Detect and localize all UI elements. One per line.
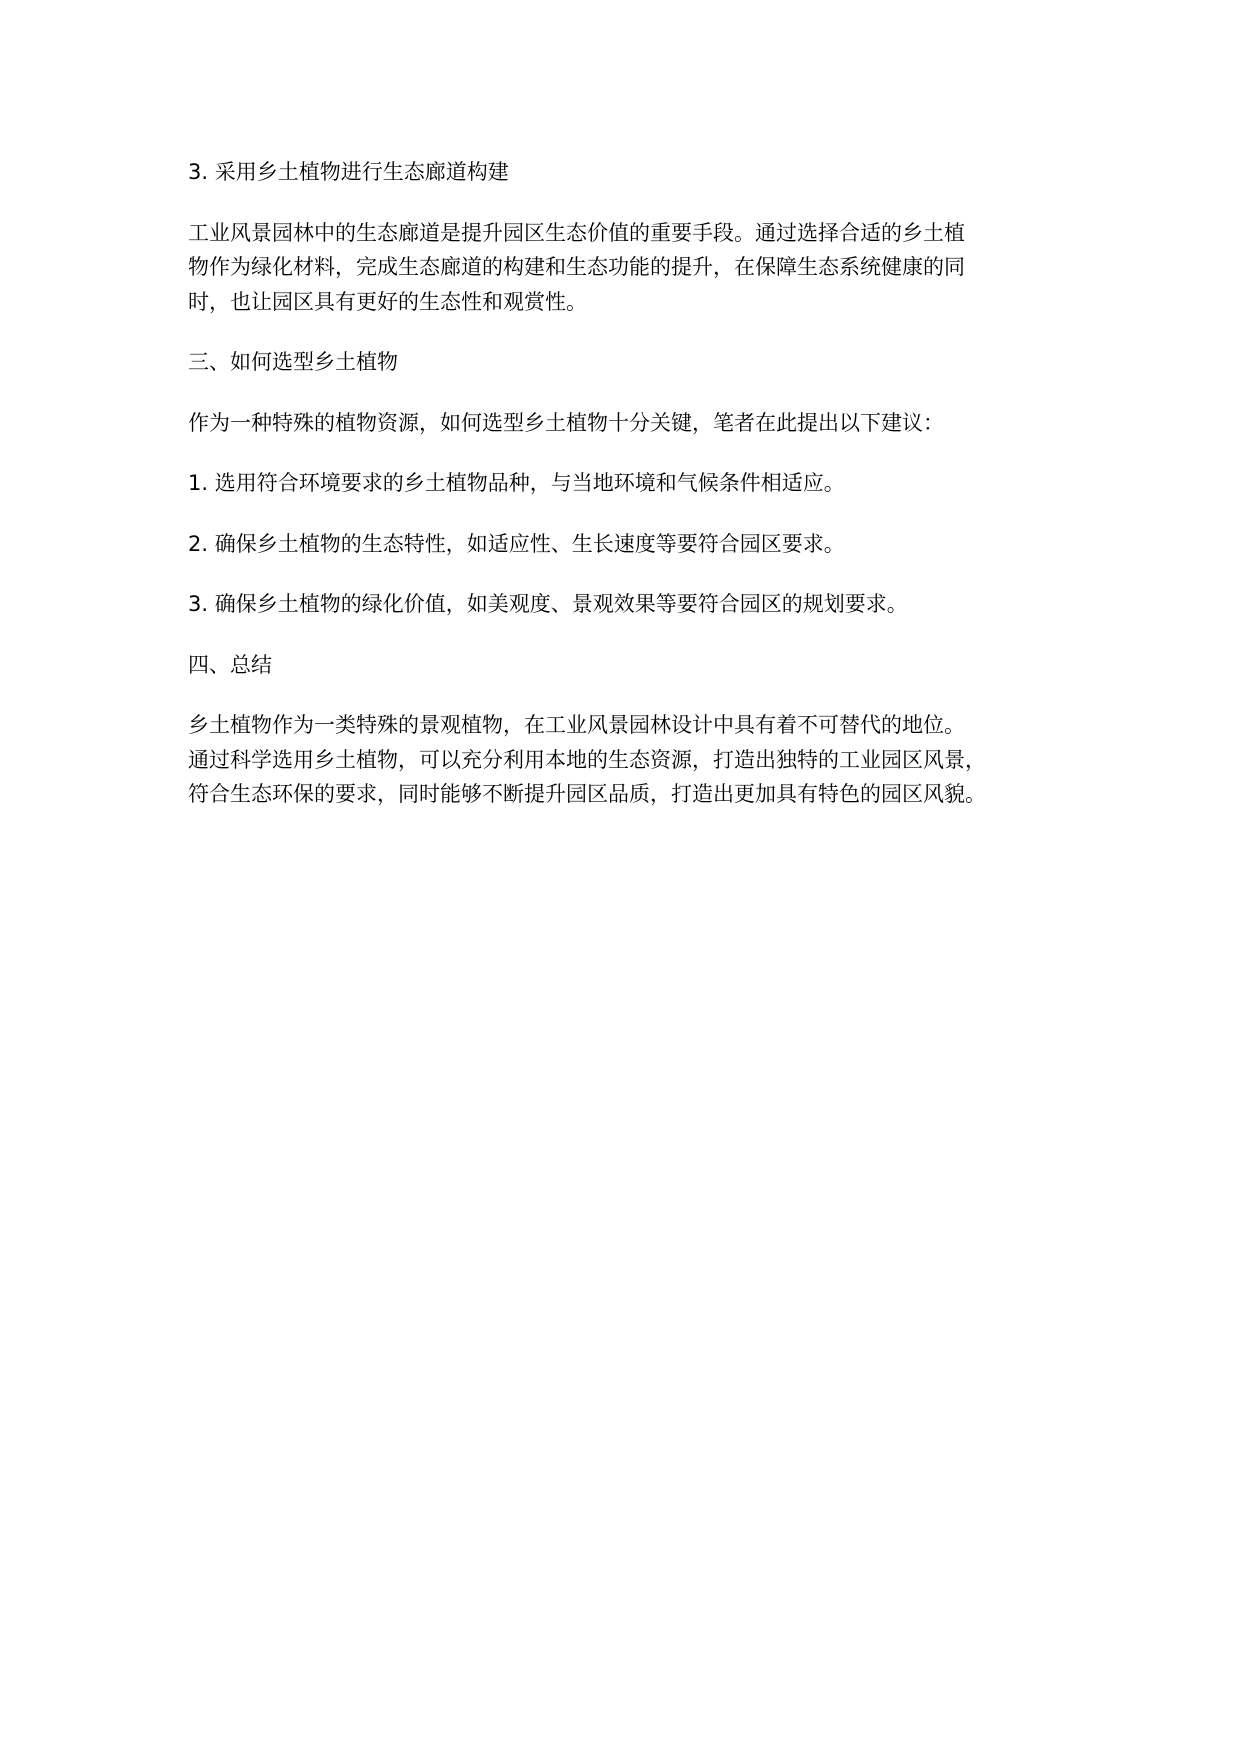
subheading-ecological-corridor: [188, 155, 1078, 190]
text-line: 符合生态环保的要求，同时能够不断提升园区品质，打造出更加具有特色的园区风貌。: [188, 782, 986, 806]
text-line: 2. 确保乡土植物的生态特性，如适应性、生长速度等要符合园区要求。: [188, 531, 845, 556]
text-line: 作为一种特殊的植物资源，如何选型乡土植物十分关键，笔者在此提出以下建议：: [188, 410, 944, 435]
text-line: 四、总结: [188, 652, 272, 677]
section-heading-summary: [188, 648, 1078, 683]
list-item-2: [188, 527, 1078, 562]
text-line: 时，也让园区具有更好的生态性和观赏性。: [188, 289, 587, 314]
paragraph-selection-intro: [188, 406, 1078, 441]
text-line: 乡土植物作为一类特殊的景观植物，在工业风景园林设计中具有着不可替代的地位。: [188, 713, 965, 737]
text-line: 1. 选用符合环境要求的乡土植物品种，与当地环境和气候条件相适应。: [188, 471, 845, 495]
section-heading-selection: [188, 345, 1078, 380]
document-page: [188, 155, 1078, 812]
paragraph-summary: [188, 708, 1078, 812]
text-line: 通过科学选用乡土植物，可以充分利用本地的生态资源，打造出独特的工业园区风景，: [188, 747, 986, 772]
text-line: 物作为绿化材料，完成生态廊道的构建和生态功能的提升，在保障生态系统健康的同: [188, 255, 965, 279]
text-line: 3. 确保乡土植物的绿化价值，如美观度、景观效果等要符合园区的规划要求。: [188, 592, 908, 616]
paragraph-ecological-corridor: [188, 216, 1078, 320]
list-item-3: [188, 587, 1078, 622]
text-line: 3. 采用乡土植物进行生态廊道构建: [188, 160, 509, 184]
text-line: 工业风景园林中的生态廊道是提升园区生态价值的重要手段。通过选择合适的乡土植: [188, 220, 965, 245]
text-line: 三、如何选型乡土植物: [188, 350, 398, 374]
list-item-1: [188, 466, 1078, 501]
